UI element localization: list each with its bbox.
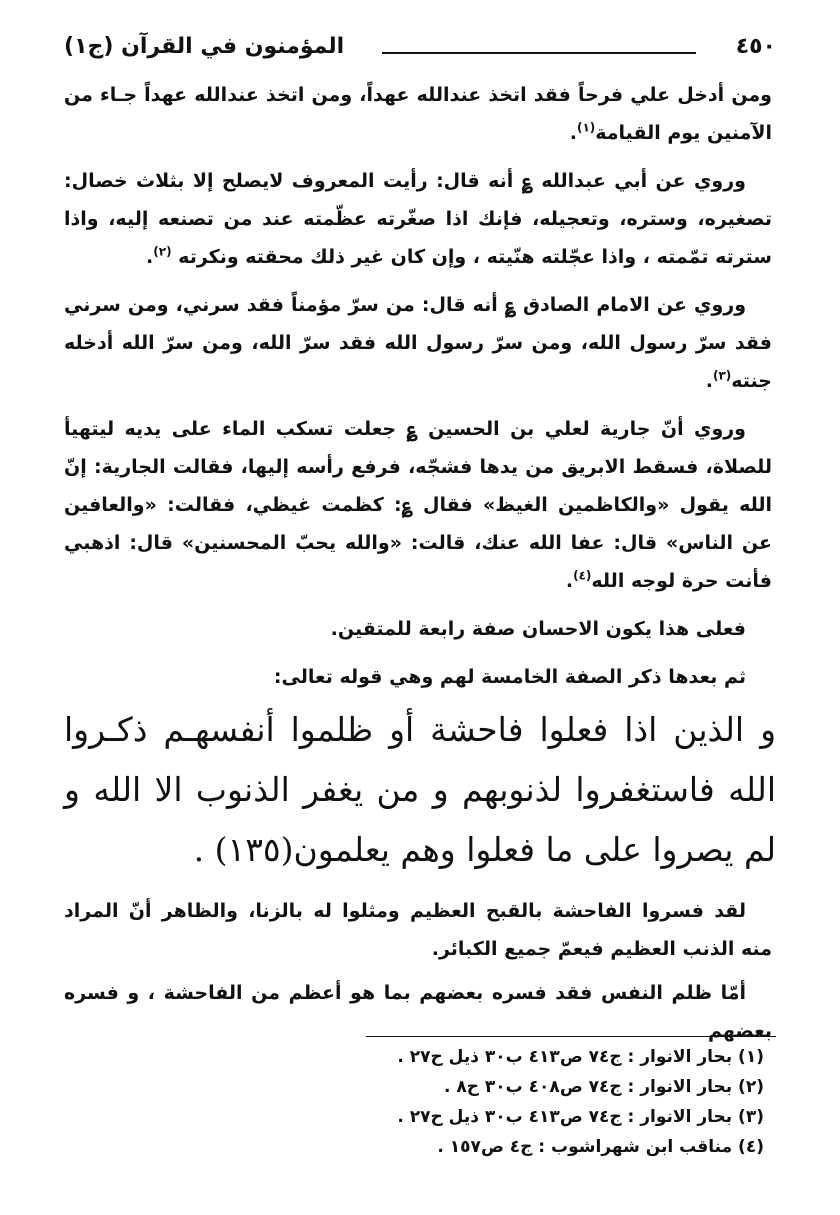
- footnote-ref: (٤): [573, 568, 592, 583]
- footnote-ref: (٣): [712, 368, 732, 383]
- footnote: (٣) بحار الانوار : ج٧٤ ص٤١٣ ب٣٠ ذيل ح٢٧ .: [397, 1107, 764, 1127]
- paragraph: وروي عن أبي عبدالله ؏ أنه قال: رأيت المعروف لايصلح إلا بثلاث خصال: تصغيره، وستره، وتعجيله، فإنك اذا صغّرته عظّمته عند من تصنعه إليه، واذا سترته تمّمته ، واذا عجّلته هنّيته ، وإن كان غير ذلك محقته ونكرته $^{(٢)}$.: [64, 170, 772, 268]
- commentary-text: [64, 892, 772, 1056]
- header-title: المؤمنون في القرآن (ج١): [64, 34, 345, 59]
- footnote-rule: [366, 1036, 776, 1037]
- page-number: ٤٥٠: [735, 34, 776, 59]
- paragraph: ومن أدخل علي فرحاً فقد اتخذ عندالله عهداً، ومن اتخذ عندالله عهداً جـاء من الآمنين يوم القيامة$^{(١)}$.: [64, 84, 772, 144]
- quran-verse: و الذين اذا فعلوا فاحشة أو ظلموا أنفسهـم ذكـروا الله فاستغفروا لذنوبهم و من يغفر الذنوب الا الله و لم يصروا على ما فعلوا وهم يعلمون(١٣٥) .: [64, 710, 776, 869]
- paragraph: لقد فسروا الفاحشة بالقبح العظيم ومثلوا له بالزنا، والظاهر أنّ المراد منه الذنب العظيم فيعمّ جميع الكبائر.: [64, 900, 772, 960]
- footnote-ref: (٢): [153, 244, 172, 259]
- paragraph: وروي أنّ جارية لعلي بن الحسين ؏ جعلت تسكب الماء على يديه ليتهيأ للصلاة، فسقط الابريق من يدها فشجّه، فرفع رأسه إليها، فقالت الجارية: إنّ الله يقول «والكاظمين الغيظ» فقال ؏: كظمت غيظي، فقالت: «والعافين عن الناس» قال: عفا الله عنك، قالت: «والله يحبّ المحسنين» قال: اذهبي فأنت حرة لوجه الله$^{(٤)}$.: [64, 418, 772, 592]
- footnote-ref: (١): [576, 120, 596, 135]
- paragraph: فعلى هذا يكون الاحسان صفة رابعة للمتقين.: [330, 618, 746, 640]
- paragraph: وروي عن الامام الصادق ؏ أنه قال: من سرّ مؤمناً فقد سرني، ومن سرني فقد سرّ رسول الله، ومن سرّ رسول الله فقد سرّ الله، ومن سرّ الله أدخله جنته$^{(٣)}$.: [64, 294, 772, 392]
- running-header: [64, 34, 776, 68]
- paragraph: ثم بعدها ذكر الصفة الخامسة لهم وهي قوله تعالى:: [273, 666, 746, 688]
- footnote: (١) بحار الانوار : ج٧٤ ص٤١٣ ب٣٠ ذيل ح٢٧ .: [397, 1047, 764, 1067]
- footnote: (٤) مناقب ابن شهراشوب : ج٤ ص١٥٧ .: [437, 1137, 764, 1157]
- body-text: [64, 76, 772, 706]
- paragraph: أمّا ظلم النفس فقد فسره بعضهم بما هو أعظم من الفاحشة ، و فسره بعضهم: [64, 982, 772, 1042]
- footnote: (٢) بحار الانوار : ج٧٤ ص٤٠٨ ب٣٠ ح٨ .: [443, 1077, 764, 1097]
- footnotes: [204, 1042, 764, 1162]
- header-rule: [382, 52, 696, 54]
